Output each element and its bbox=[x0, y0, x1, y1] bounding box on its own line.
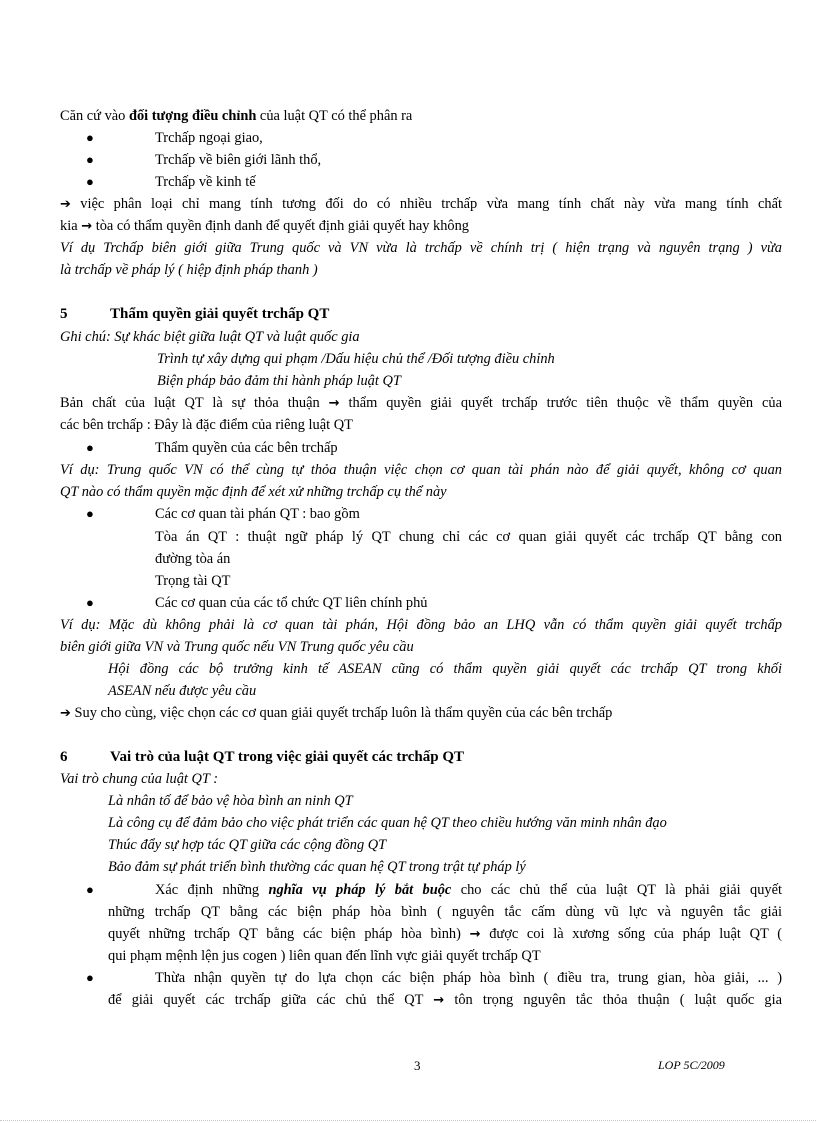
bullet-icon: ● bbox=[86, 970, 94, 985]
bullet-icon: ● bbox=[86, 506, 94, 521]
paragraph-line: Thừa nhận quyền tự do lựa chọn các biện pháp hòa bình ( điều tra, trung gian, hòa giải, ... ) bbox=[155, 970, 782, 986]
bullet-icon: ● bbox=[86, 152, 94, 167]
sub-item: Tòa án QT : thuật ngữ pháp lý QT chung chỉ các cơ quan giải quyết các trchấp QT bằng con bbox=[155, 529, 782, 545]
role-item: Là công cụ để đảm bảo cho việc phát triển các quan hệ QT theo chiều hướng văn minh nhân đạo bbox=[108, 815, 667, 831]
conclusion-line: ➔ Suy cho cùng, việc chọn các cơ quan giải quyết trchấp luôn là thẩm quyền của các bên trchấp bbox=[60, 705, 613, 721]
intro-line: Căn cứ vào đối tượng điều chỉnh của luật QT có thể phân ra bbox=[60, 108, 413, 124]
list-item: Các cơ quan của các tổ chức QT liên chính phủ bbox=[155, 595, 428, 611]
role-item: Bảo đảm sự phát triển bình thường các quan hệ QT trong trật tự pháp lý bbox=[108, 859, 526, 875]
sub-item: Trọng tài QT bbox=[155, 573, 231, 589]
example-line: Hội đồng các bộ trưởng kinh tế ASEAN cũng có thẩm quyền giải quyết các trchấp QT trong khối bbox=[108, 661, 782, 677]
note-line: Biện pháp bảo đảm thi hành pháp luật QT bbox=[157, 373, 401, 389]
arrow-right-icon: → bbox=[469, 927, 481, 942]
role-item: Là nhân tố để bảo vệ hòa bình an ninh QT bbox=[108, 793, 353, 809]
example-line: QT nào có thẩm quyền mặc định để xét xử những trchấp cụ thể này bbox=[60, 484, 447, 500]
example-line: Ví dụ Trchấp biên giới giữa Trung quốc và VN vừa là trchấp về chính trị ( hiện trạng và nguyên trạng ) vừa bbox=[60, 240, 782, 256]
example-line: Ví dụ: Trung quốc VN có thể cùng tự thỏa thuận việc chọn cơ quan tài phán nào để giải quyết, không cơ quan bbox=[60, 462, 782, 478]
section-6-heading: 6 Vai trò của luật QT trong việc giải quyết các trchấp QT bbox=[60, 749, 465, 765]
arrow-right-icon: ➔ bbox=[60, 197, 71, 212]
bullet-icon: ● bbox=[86, 130, 94, 145]
example-line: Ví dụ: Mặc dù không phải là cơ quan tài phán, Hội đồng bảo an LHQ vẫn có thẩm quyền giải quyết trchấp bbox=[60, 617, 782, 633]
sub-item: đường tòa án bbox=[155, 551, 231, 567]
section-5-heading: 5 Thẩm quyền giải quyết trchấp QT bbox=[60, 306, 330, 322]
arrow-right-icon: → bbox=[81, 219, 93, 234]
list-item: Trchấp về biên giới lãnh thổ, bbox=[155, 152, 322, 168]
example-line: biên giới giữa VN và Trung quốc nếu VN Trung quốc yêu cầu bbox=[60, 639, 414, 655]
nature-line2: các bên trchấp : Đây là đặc điểm của riêng luật QT bbox=[60, 417, 353, 433]
paragraph-line: để giải quyết các trchấp giữa các chủ thể QT → tôn trọng nguyên tắc thỏa thuận ( luật quốc gia bbox=[108, 992, 782, 1008]
page-number: 3 bbox=[414, 1058, 421, 1073]
arrow-right-icon: ➔ bbox=[60, 706, 71, 721]
paragraph-line: qui phạm mệnh lện jus cogen ) liên quan đến lĩnh vực giải quyết trchấp QT bbox=[108, 948, 541, 964]
bullet-icon: ● bbox=[86, 882, 94, 897]
classification-note-line1: ➔ việc phân loại chỉ mang tính tương đối do có nhiều trchấp vừa mang tính chất này vừa mang tính chất bbox=[60, 196, 782, 212]
list-item: Trchấp ngoại giao, bbox=[155, 130, 263, 146]
example-line: ASEAN nếu được yêu cầu bbox=[108, 683, 257, 699]
note-line: Ghi chú: Sự khác biệt giữa luật QT và luật quốc gia bbox=[60, 329, 360, 345]
page-edge-divider bbox=[0, 1120, 816, 1121]
arrow-right-icon: → bbox=[328, 396, 340, 411]
footer-label: LOP 5C/2009 bbox=[658, 1058, 725, 1072]
list-item: Trchấp về kinh tế bbox=[155, 174, 256, 190]
nature-line1: Bản chất của luật QT là sự thỏa thuận → thẩm quyền giải quyết trchấp trước tiên thuộc về thẩm quyền của bbox=[60, 395, 782, 411]
list-item: Các cơ quan tài phán QT : bao gồm bbox=[155, 506, 360, 522]
paragraph-line: Xác định những nghĩa vụ pháp lý bắt buộc cho các chủ thể của luật QT là phải giải quyết bbox=[155, 882, 783, 898]
bullet-icon: ● bbox=[86, 595, 94, 610]
bullet-icon: ● bbox=[86, 174, 94, 189]
example-line: là trchấp về pháp lý ( hiệp định pháp thanh ) bbox=[60, 262, 318, 278]
role-intro: Vai trò chung của luật QT : bbox=[60, 771, 219, 787]
paragraph-line: quyết những trchấp QT bằng các biện pháp hòa bình) → được coi là xương sống của pháp luật QT ( bbox=[108, 926, 782, 942]
arrow-right-icon: → bbox=[433, 993, 445, 1008]
classification-note-line2: kia → tòa có thẩm quyền định danh để quyết định giải quyết hay không bbox=[60, 218, 469, 234]
paragraph-line: những trchấp QT bằng các biện pháp hòa bình ( nguyên tắc cấm dùng vũ lực và nguyên tắc giải bbox=[108, 904, 782, 920]
bullet-icon: ● bbox=[86, 440, 94, 455]
note-line: Trình tự xây dựng qui phạm /Dấu hiệu chủ thể /Đối tượng điều chỉnh bbox=[157, 351, 555, 367]
role-item: Thúc đẩy sự hợp tác QT giữa các cộng đồng QT bbox=[108, 837, 387, 853]
list-item: Thẩm quyền của các bên trchấp bbox=[155, 440, 338, 456]
